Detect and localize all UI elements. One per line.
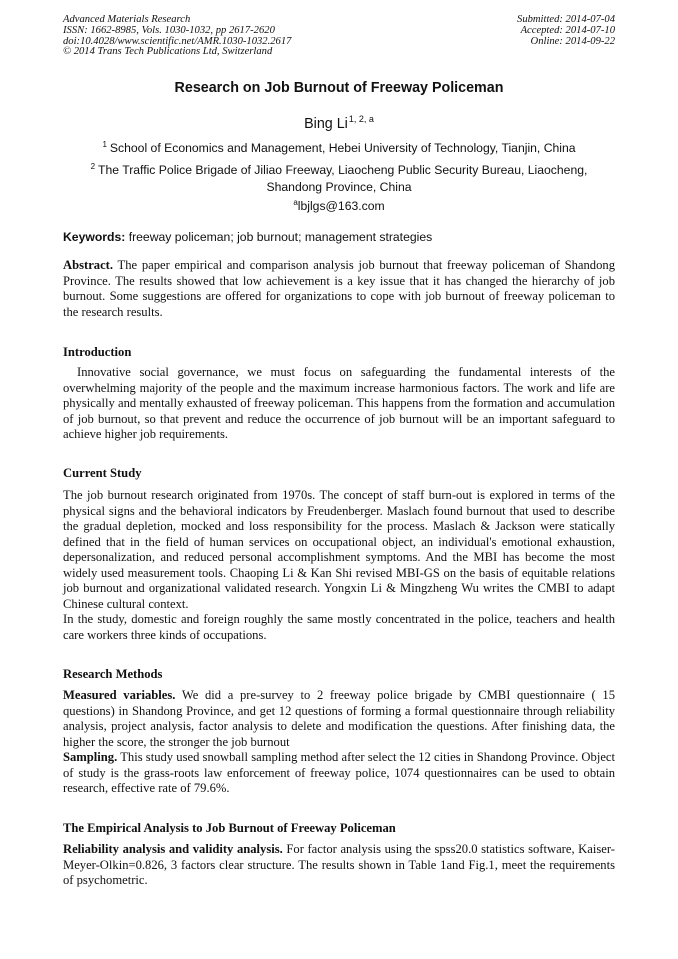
affiliation-1 [0,137,678,157]
current-study-body [63,488,615,643]
empirical-analysis-heading: The Empirical Analysis to Job Burnout of Freeway Policeman [63,821,396,835]
author-name: Bing Li [304,116,348,132]
journal-issn: ISSN: 1662-8985, Vols. 1030-1032, pp 2617-2620 [63,24,275,36]
affiliation-2-mark: 2 [90,162,96,171]
journal-name: Advanced Materials Research [63,14,191,25]
current-study-paragraph-2: In the study, domestic and foreign roughly the same mostly concentrated in the police, teachers and health care workers three kinds of occupations. [63,612,615,642]
reliability-label: Reliability analysis and validity analysis. [63,842,283,856]
author-line [0,114,678,132]
current-study-heading: Current Study [63,466,142,480]
abstract [63,258,615,320]
sampling-text: This study used snowball sampling method after select the 12 cities in Shandong Province. Object of study is the grass-roots law enforcement of freeway police, 1074 questionnaires can be used to obtain research, effective rate of 79.6%. [63,750,615,795]
journal-header-right [517,15,615,47]
email-address[interactable]: lbjlgs@163.com [297,199,385,213]
journal-copyright: © 2014 Trans Tech Publications Ltd, Switzerland [63,46,273,58]
keywords-label: Keywords: [63,230,126,244]
affiliation-2 [0,159,678,195]
measured-variables-text: We did a pre-survey to 2 freeway police brigade by CMBI questionnaire ( 15 questions) in Shandong Province, and get 12 questions of forming a formal questionnaire through reliability analysis, project analysis, factor analysis to delete and modification the questions. After finishing data, the higher the score, the stronger the job burnout [63,688,616,749]
affiliation-1-text: School of Economics and Management, Hebei University of Technology, Tianjin, China [109,141,576,155]
sampling-paragraph [63,750,615,797]
author-marks: 1, 2, a [348,114,374,124]
research-methods-body [63,688,615,797]
email-mark: a [293,198,298,207]
keywords [63,230,615,244]
reliability-text: For factor analysis using the spss20.0 statistics software, Kaiser-Meyer-Olkin=0.826, 3 factors clear structure. The results shown in Table 1and Fig.1, meet the requirements of psychometric. [63,842,615,887]
author-email [0,195,678,215]
affiliation-1-mark: 1 [102,140,107,149]
accepted-date: Accepted: 2014-07-10 [520,24,615,36]
journal-doi[interactable]: doi:10.4028/www.scientific.net/AMR.1030-1032.2617 [63,35,292,47]
research-methods-heading: Research Methods [63,667,163,681]
introduction-paragraph: Innovative social governance, we must focus on safeguarding the fundamental interests of the overwhelming majority of the people and the maximum increase harmonious factors. The work and life are physically and mentally exhausted of freeway policeman. This happens from the formation and accumulation of job burnout, so that prevent and reduce the occurrence of job burnout will be an important safeguard to achieve higher job requirements. [63,365,615,441]
empirical-analysis-body [63,842,615,889]
abstract-label: Abstract. [63,258,114,272]
journal-header-left [63,15,291,58]
keywords-text: freeway policeman; job burnout; management strategies [128,230,433,244]
sampling-label: Sampling. [63,750,118,764]
measured-variables-label: Measured variables. [63,688,176,702]
measured-variables-paragraph [63,688,615,750]
introduction-body [63,365,615,443]
submitted-date: Submitted: 2014-07-04 [517,14,615,25]
affiliation-2-line1: The Traffic Police Brigade of Jiliao Freeway, Liaocheng Public Security Bureau, Liaocheng, [98,163,588,177]
introduction-heading: Introduction [63,345,132,359]
affiliation-2-line2: Shandong Province, China [266,179,412,194]
paper-title: Research on Job Burnout of Freeway Policeman [174,80,504,96]
online-date: Online: 2014-09-22 [530,35,615,47]
abstract-text: The paper empirical and comparison analysis job burnout that freeway policeman of Shandong Province. The results showed that low achievement is a key issue that it has changed the hierarchy of job burnout. Some suggestions are offered for organizations to cope with job burnout of freeway policeman to the research results. [63,258,615,319]
current-study-paragraph-1: The job burnout research originated from 1970s. The concept of staff burn-out is explored in terms of the physical signs and the behavioral indicators by Freudenberger. Maslach found burnout that used to describe the gradual depletion, mocked and loss responsibility for the process. Maslach & Jackson were statically defined that in the field of human services on occupational object, an individual's emotional exhaustion, depersonalization, and reduced personal accomplishment symptoms. And the MBI has become the most widely used measurement tools. Chaoping Li & Kan Shi revised MBI-GS on the basis of equitable relations job burnout and organizational validated research. Yongxin Li & Mingzheng Wu writes the CMBI to adapt Chinese cultural context. [63,488,615,611]
